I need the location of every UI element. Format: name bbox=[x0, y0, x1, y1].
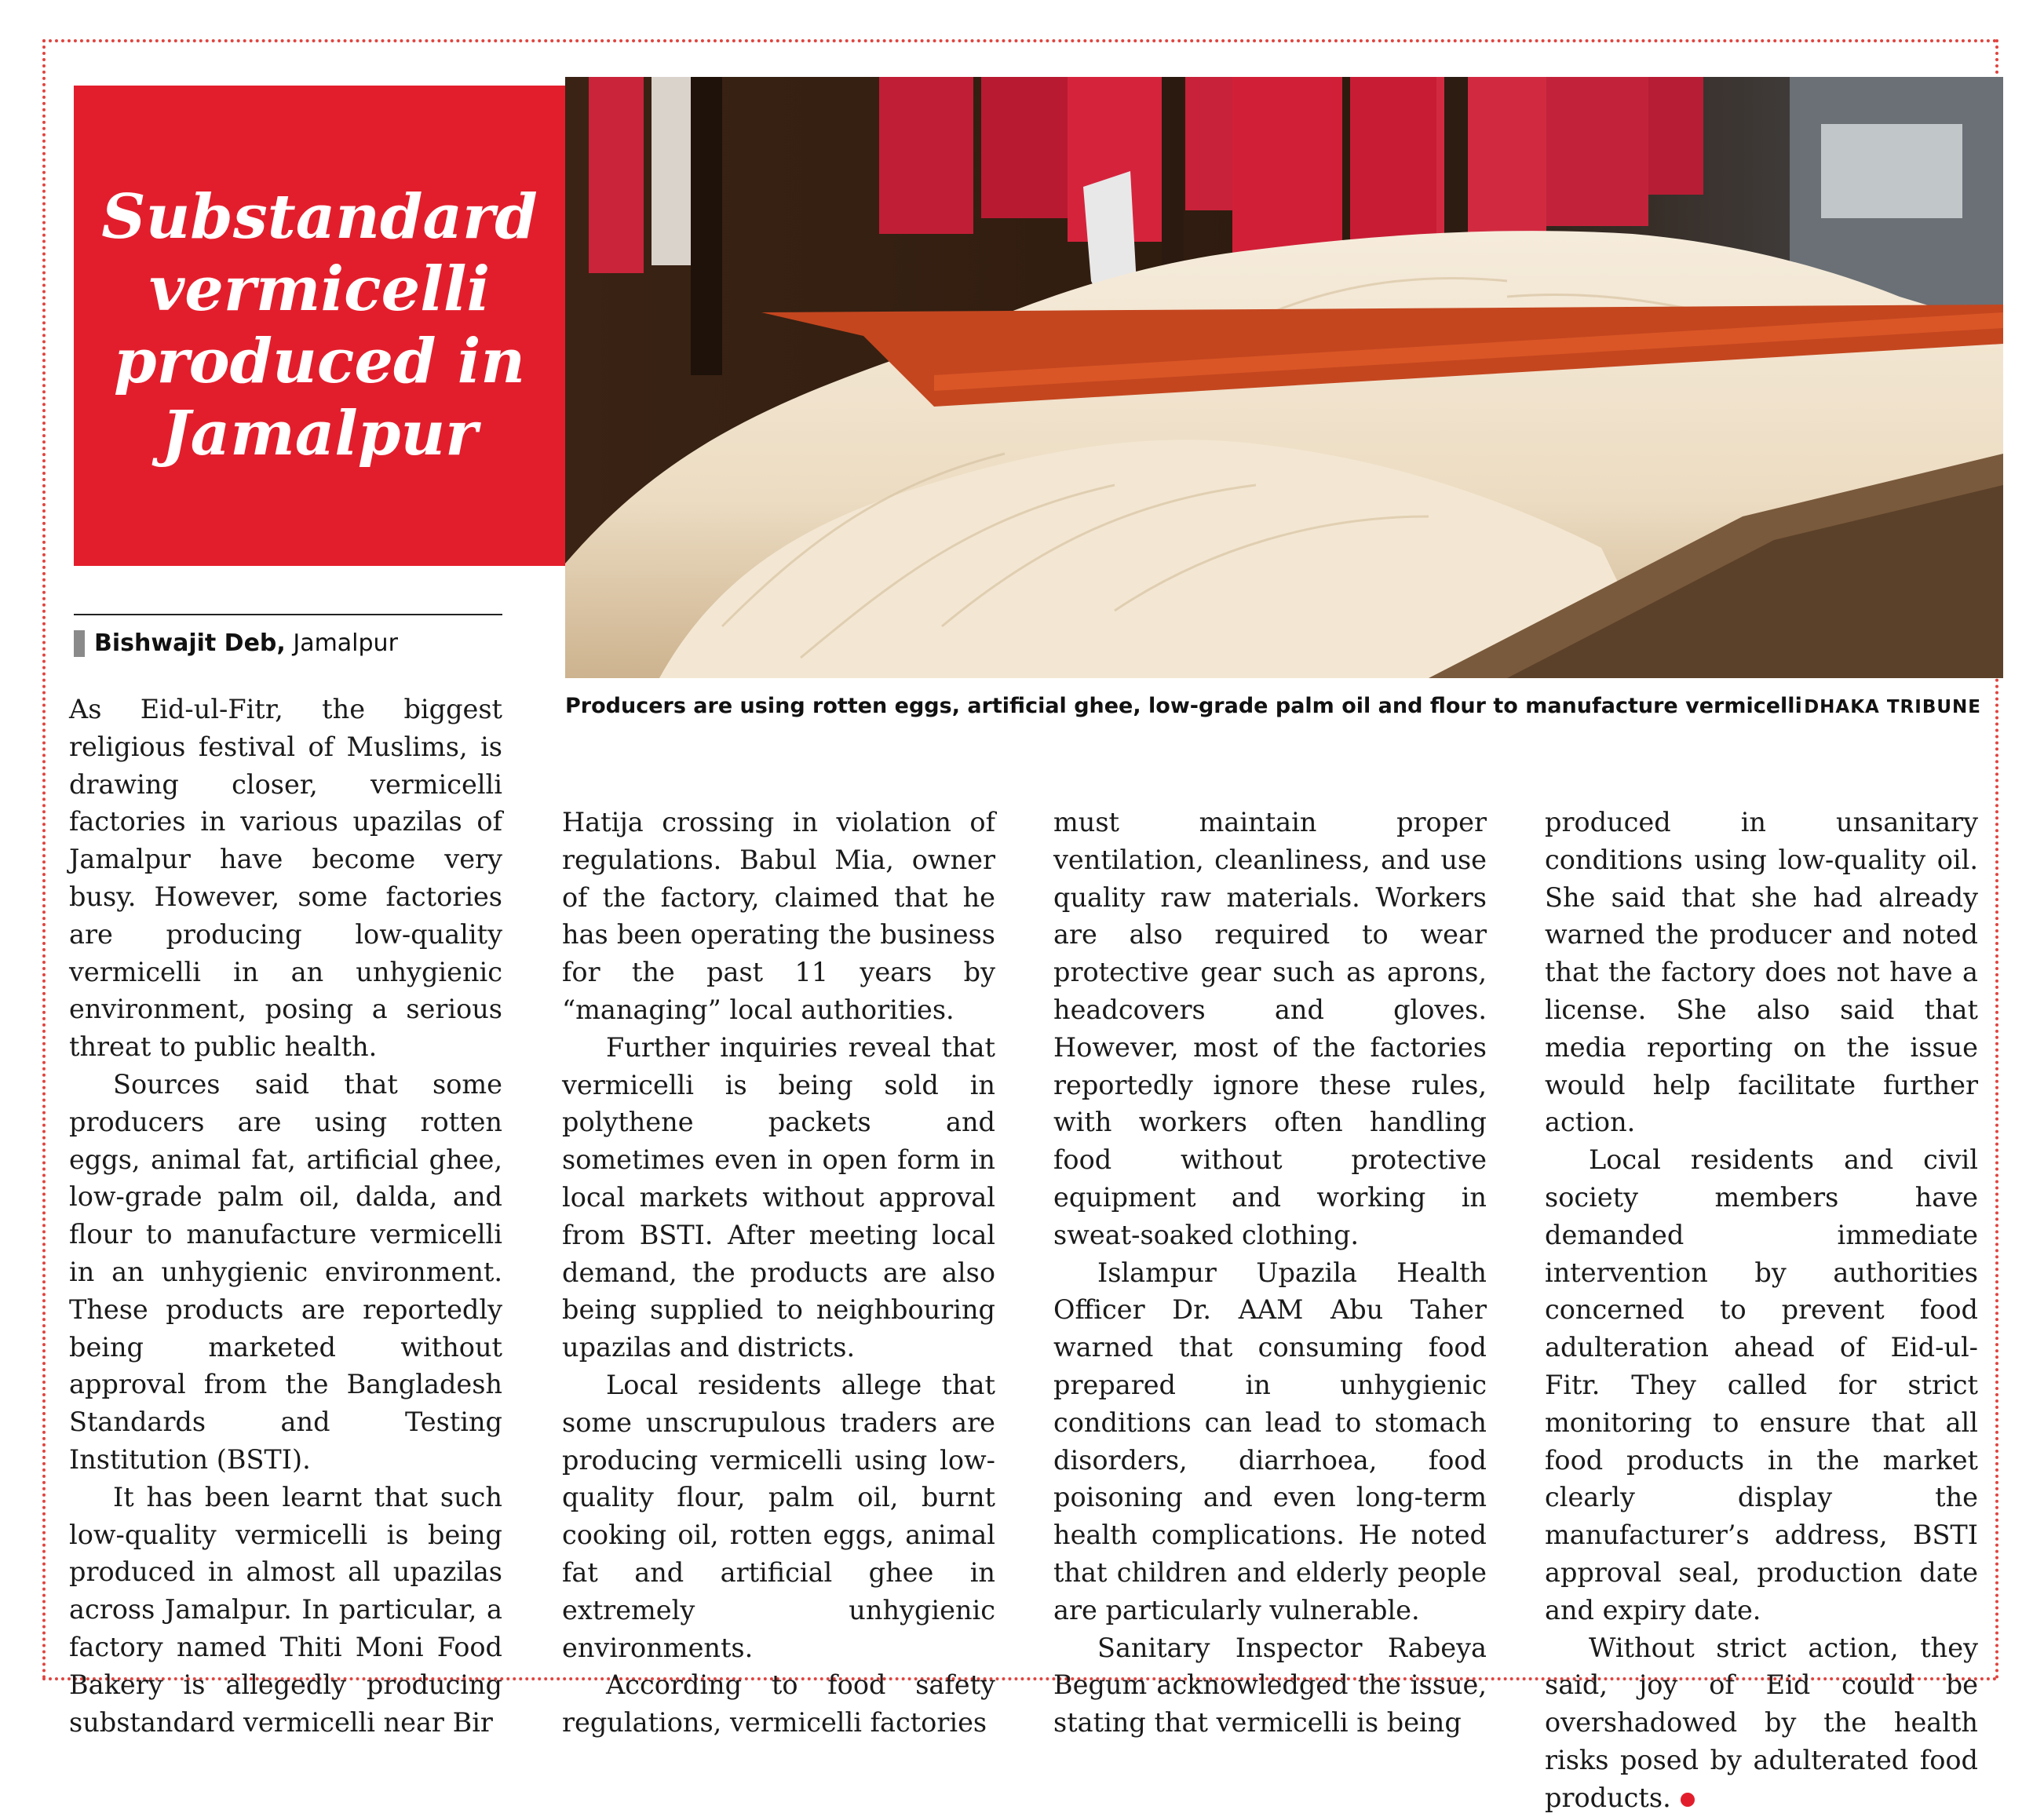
article-column-1 bbox=[69, 691, 502, 1741]
headline-box bbox=[74, 86, 565, 566]
article-column-3 bbox=[1053, 804, 1487, 1742]
end-mark-icon bbox=[1681, 1793, 1695, 1807]
photo-illustration bbox=[565, 77, 2003, 678]
byline-location: Jamalpur bbox=[293, 629, 398, 657]
paragraph: must maintain proper ventilation, cleanliness, and use quality raw materials. Workers are also required to wear protective gear such as aprons, headcovers and gloves. However, most of the factories reportedly ignore these rules, with workers often handling food without protective equipment and working in sweat-soaked clothing. bbox=[1053, 807, 1487, 1250]
paragraph: Sanitary Inspector Rabeya Begum acknowledged the issue, stating that vermicelli is being bbox=[1053, 1632, 1487, 1739]
vermicelli-factory-photo bbox=[565, 77, 2003, 678]
photo-credit: DHAKA TRIBUNE bbox=[1804, 697, 1981, 717]
paragraph-final bbox=[1545, 1629, 1978, 1817]
paragraph: Local residents allege that some unscrupulous traders are producing vermicelli using low-quality flour, palm oil, burnt cooking oil, rotten eggs, animal fat and artificial ghee in extremely unhygienic environments. bbox=[562, 1369, 995, 1663]
paragraph: Sources said that some producers are using rotten eggs, animal fat, artificial ghee, low-grade palm oil, dalda, and flour to manufacture vermicelli in an unhygienic environment. These products are reportedly being marketed without approval from the Bangladesh Standards and Testing Institution (BSTI). bbox=[69, 1068, 502, 1475]
paragraph: Islampur Upazila Health Officer Dr. AAM Abu Taher warned that consuming food prepared in unhygienic conditions can lead to stomach disorders, diarrhoea, food poisoning and even long-term health complications. He noted that children and elderly people are particularly vulnerable. bbox=[1053, 1257, 1487, 1625]
paragraph: Hatija crossing in violation of regulations. Babul Mia, owner of the factory, claimed that he has been operating the business for the past 11 years by “managing” local authorities. bbox=[562, 807, 995, 1025]
paragraph: As Eid-ul-Fitr, the biggest religious festival of Muslims, is drawing closer, vermicelli factories in various upazilas of Jamalpur have become very busy. However, some factories are producing low-quality vermicelli in an unhygienic environment, posing a serious threat to public health. bbox=[69, 694, 502, 1063]
paragraph: Further inquiries reveal that vermicelli is being sold in polythene packets and sometimes even in open form in local markets without approval from BSTI. After meeting local demand, the products are also being supplied to neighbouring upazilas and districts. bbox=[562, 1031, 995, 1363]
byline-author: Bishwajit Deb, bbox=[94, 629, 286, 657]
paragraph: According to food safety regulations, vermicelli factories bbox=[562, 1669, 995, 1739]
paragraph: Local residents and civil society members have demanded immediate intervention by authorities concerned to prevent food adulteration ahead of Eid-ul-Fitr. They called for strict monitoring to ensure that all food products in the market clearly display the manufacturer’s address, BSTI approval seal, production date and expiry date. bbox=[1545, 1144, 1978, 1625]
paragraph: It has been learnt that such low-quality vermicelli is being produced in almost all upazilas across Jamalpur. In particular, a factory named Thiti Moni Food Bakery is allegedly producing substandard vermicelli near Bir bbox=[69, 1481, 502, 1738]
caption-text: Producers are using rotten eggs, artificial ghee, low-grade palm oil and flour to manufacture vermicelli bbox=[565, 694, 1802, 718]
byline-marker bbox=[74, 630, 85, 657]
article-column-4 bbox=[1545, 804, 1978, 1817]
headline: Substandard vermicelli produced in Jamalpur bbox=[101, 181, 538, 469]
article-column-2 bbox=[562, 804, 995, 1742]
byline bbox=[74, 614, 502, 657]
paragraph: produced in unsanitary conditions using low-quality oil. She said that she had already warned the producer and noted that the factory does not have a license. She also said that media reporting on the issue would help facilitate further action. bbox=[1545, 807, 1978, 1138]
final-paragraph-text: Without strict action, they said, joy of Eid could be overshadowed by the health risks posed by adulterated food products. bbox=[1545, 1632, 1978, 1813]
photo-caption bbox=[565, 694, 1981, 718]
